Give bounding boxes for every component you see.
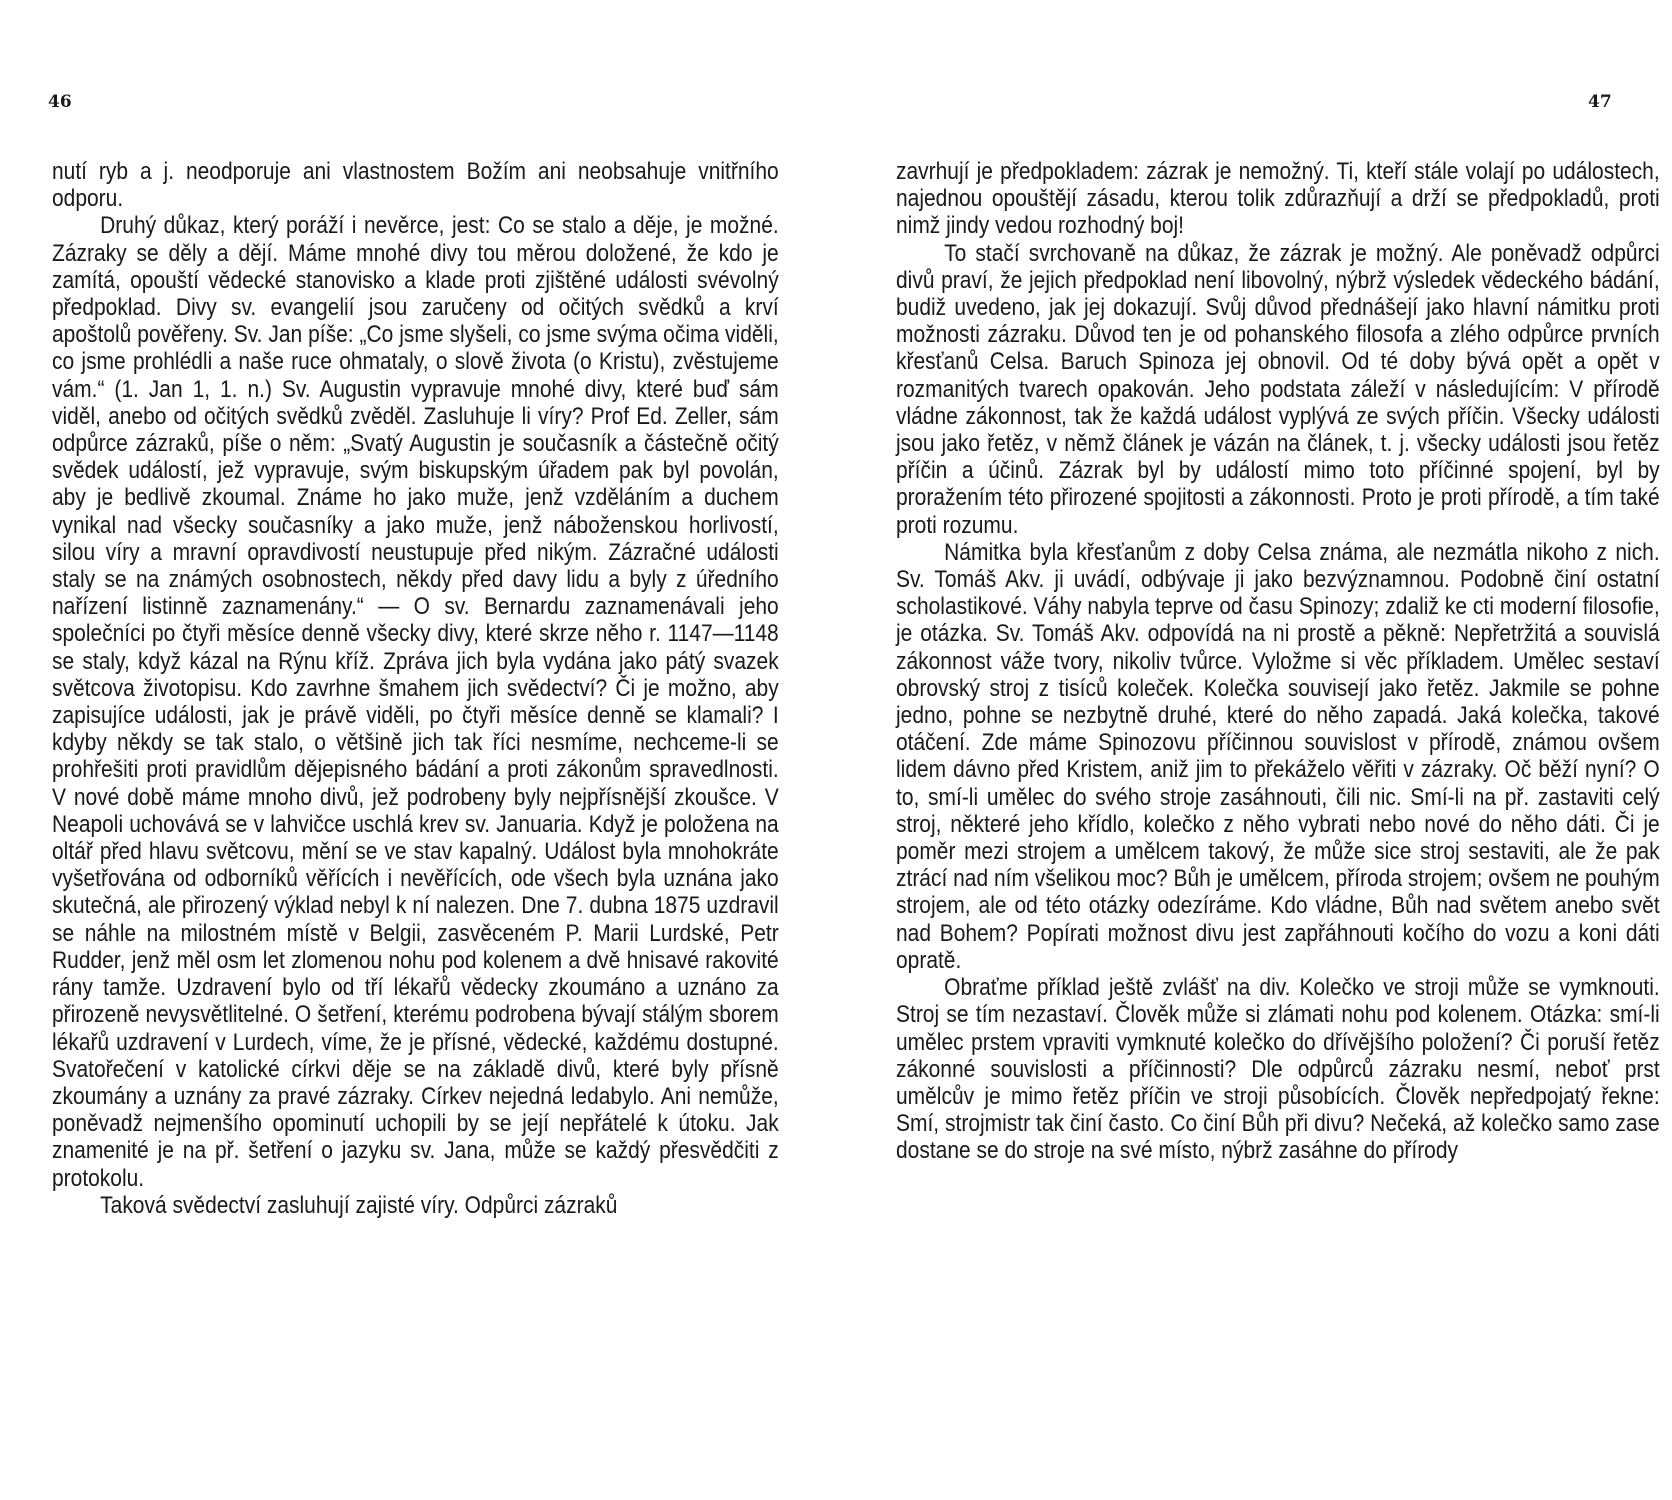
right-page-text xyxy=(896,158,1660,1165)
paragraph: nutí ryb a j. neodporuje ani vlastnostem Božím ani neobsahuje vnitřního odporu. xyxy=(52,158,779,213)
paragraph: Druhý důkaz, který poráží i nevěrce, jest: Co se stalo a děje, je možné. Zázraky se děly a dějí. Máme mnohé divy tou měrou doložené, že kdo je zamítá, opouští vědecké stanovisko a klade proti zjištěné události svévolný předpoklad. Divy sv. evangelií jsou zaručeny od očitých svědků a krví apoštolů pověřeny. Sv. Jan píše: „Co jsme slyšeli, co jsme svýma očima viděli, co jsme prohlédli a naše ruce ohmataly, o slově života (o Kristu), zvěstujeme vám.“ (1. Jan 1, 1. n.) Sv. Augustin vypravuje mnohé divy, které buď sám viděl, anebo od očitých svědků zvěděl. Zasluhuje li víry? Prof Ed. Zeller, sám odpůrce zázraků, píše o něm: „Svatý Augustin je současník a částečně očitý svědek událostí, jež vypravuje, svým biskupským úřadem pak byl povolán, aby je bedlivě zkoumal. Známe ho jako muže, jenž vzděláním a duchem vynikal nad všecky současníky a jako muže, jenž náboženskou horlivostí, silou víry a mravní opravdivostí neustupuje před nikým. Zázračné události staly se na známých osobnostech, někdy před davy lidu a byly z úředního nařízení listinně zaznamenány.“ — O sv. Bernardu zaznamenávali jeho společníci po čtyři měsíce denně všecky divy, které skrze něho r. 1147—1148 se staly, když kázal na Rýnu kříž. Zpráva jich byla vydána jako pátý svazek světcova životopisu. Kdo zavrhne šmahem jich svědectví? Či je možno, aby zapisujíce události, jak je právě viděli, po čtyři měsíce denně se klamali? I kdyby někdy se tak stalo, o většině jich tak říci nesmíme, nechceme-li se prohřešiti proti pravidlům dějepisného bádání a proti zákonům spravedlnosti. V nové době máme mnoho divů, jež podrobeny byly nejpřísnější zkoušce. V Neapoli uchovává se v lahvičce uschlá krev sv. Januaria. Když je položena na oltář před hlavu světcovu, mění se ve stav kapalný. Událost byla mnohokráte vyšetřována od odborníků věřících i nevěřících, ode všech byla uznána jako skutečná, ale přirozený výklad nebyl k ní nalezen. Dne 7. dubna 1875 uzdravil se náhle na milostném místě v Belgii, zasvěceném P. Marii Lurdské, Petr Rudder, jenž měl osm let zlomenou nohu pod kolenem a dvě hnisavé rakovité rány tamže. Uzdravení bylo od tří lékařů vědecky zkoumáno a uznáno za přirozeně nevysvětlitelné. O šetření, kterému podrobena bývají stálým sborem lékařů uzdravení v Lurdech, víme, že je přísné, vědecké, každému dostupné. Svatořečení v katolické církvi děje se na základě divů, které byly přísně zkoumány a uznány za pravé zázraky. Církev nejedná ledabylo. Ani nemůže, poněvadž nejmenšího opominutí uchopili by se její nepřátelé k útoku. Jak znamenité je na př. šetření o jazyku sv. Jana, může se každý přesvědčiti z protokolu. xyxy=(52,212,779,1192)
paragraph: Taková svědectví zasluhují zajisté víry. Odpůrci zázraků xyxy=(100,1191,618,1219)
page-number-left: 46 xyxy=(48,92,72,112)
paragraph: Obraťme příklad ještě zvlášť na div. Kolečko ve stroji může se vymknouti. Stroj se tím nezastaví. Člověk může si zlámati nohu pod kolenem. Otázka: smí-li umělec prstem vpraviti vymknuté kolečko do dřívějšího položení? Či poruší řetěz zákonné souvislosti a příčinnosti? Dle odpůrců zázraku nesmí, neboť prst umělcův je mimo řetěz příčin ve stroji působících. Člověk nepředpojatý řekne: Smí, strojmistr tak činí často. Co činí Bůh při divu? Nečeká, až kolečko samo zase dostane se do stroje na své místo, nýbrž zasáhne do přírody xyxy=(896,974,1660,1165)
paragraph: zavrhují je předpokladem: zázrak je nemožný. Ti, kteří stále volají po událostech, najednou opouštějí zásadu, kterou tolik zdůrazňují a drží se předpokladů, proti nimž jindy vedou rozhodný boj! xyxy=(896,158,1660,240)
page-number-right: 47 xyxy=(1588,92,1612,112)
paragraph: To stačí svrchovaně na důkaz, že zázrak je možný. Ale poněvadž odpůrci divů praví, že jejich předpoklad není libovolný, nýbrž výsledek vědeckého bádání, budiž uvedeno, jak jej dokazují. Svůj důvod přednášejí jako hlavní námitku proti možnosti zázraku. Důvod ten je od pohanského filosofa a zlého odpůrce prvních křesťanů Celsa. Baruch Spinoza jej obnovil. Od té doby bývá opět a opět v rozmanitých tvarech opakován. Jeho podstata záleží v následujícím: V přírodě vládne zákonnost, tak že každá událost vyplývá ze svých příčin. Všecky události jsou jako řetěz, v němž článek je vázán na článek, t. j. všecky události jsou řetěz příčin a účinů. Zázrak byl by událostí mimo toto příčinné spojení, byl by proražením této přirozené spojitosti a zákonnosti. Proto je proti přírodě, a tím také proti rozumu. xyxy=(896,239,1660,539)
left-page-text xyxy=(52,158,779,1219)
paragraph: Námitka byla křesťanům z doby Celsa známa, ale nezmátla nikoho z nich. Sv. Tomáš Akv. ji uvádí, odbývaje ji jako bezvýznamnou. Podobně činí ostatní scholastikové. Váhy nabyla teprve od času Spinozy; zdaliž ke cti moderní filosofie, je otázka. Sv. Tomáš Akv. odpovídá na ni prostě a pěkně: Nepřetržitá a souvislá zákonnost váže tvory, nikoliv tvůrce. Vyložme si věc příkladem. Umělec sestaví obrovský stroj z tisíců koleček. Kolečka souvisejí jako řetěz. Jakmile se pohne jedno, pohne se nezbytně druhé, které do něho zapadá. Jaká kolečka, takové otáčení. Zde máme Spinozovu příčinnou souvislost v přírodě, známou ovšem lidem dávno před Kristem, aniž jim to překáželo věřiti v zázraky. Oč běží nyní? O to, smí-li umělec do svého stroje zasáhnouti, čili nic. Smí-li na př. zastaviti celý stroj, některé jeho křídlo, kolečko z něho vybrati nebo nové do něho dáti. Či je poměr mezi strojem a umělcem takový, že může sice stroj sestaviti, ale že pak ztrácí nad ním všelikou moc? Bůh je umělcem, příroda strojem; ovšem ne pouhým strojem, ale od této otázky odezíráme. Kdo vládne, Bůh nad světem anebo svět nad Bohem? Popírati možnost divu jest zapřáhnouti kočího do vozu a koni dáti opratě. xyxy=(896,538,1660,974)
